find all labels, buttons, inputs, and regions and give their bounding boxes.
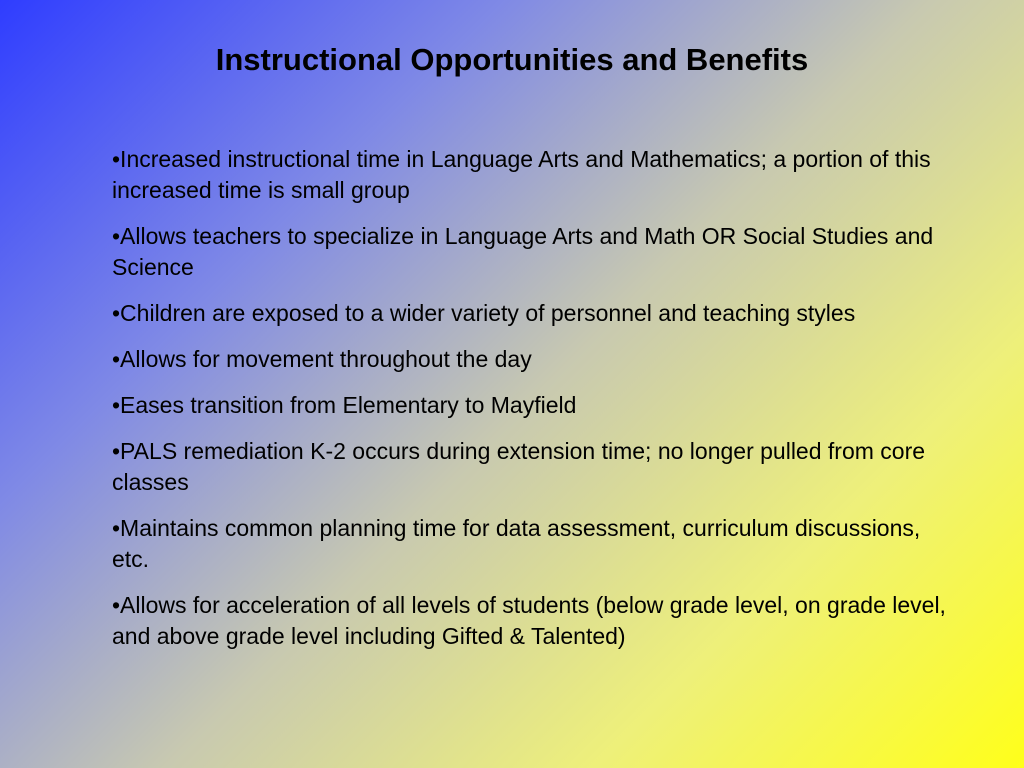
bullet-item: •Allows teachers to specialize in Language Arts and Math OR Social Studies and Science <box>112 223 934 280</box>
bullet-item: •Eases transition from Elementary to Mayfield <box>112 392 577 418</box>
bullet-item: •PALS remediation K-2 occurs during extension time; no longer pulled from core classes <box>112 438 926 495</box>
bullet-item: •Allows for movement throughout the day <box>112 346 532 372</box>
bullet-item: •Allows for acceleration of all levels of students (below grade level, on grade level, and above grade level including Gifted & Talented) <box>112 592 946 649</box>
bullet-item: •Increased instructional time in Language Arts and Mathematics; a portion of this increased time is small group <box>112 146 931 203</box>
bullet-item: •Children are exposed to a wider variety of personnel and teaching styles <box>112 300 856 326</box>
slide-title: Instructional Opportunities and Benefits <box>215 42 809 77</box>
bullet-list <box>112 144 962 667</box>
bullet-item: •Maintains common planning time for data assessment, curriculum discussions, etc. <box>112 515 921 572</box>
